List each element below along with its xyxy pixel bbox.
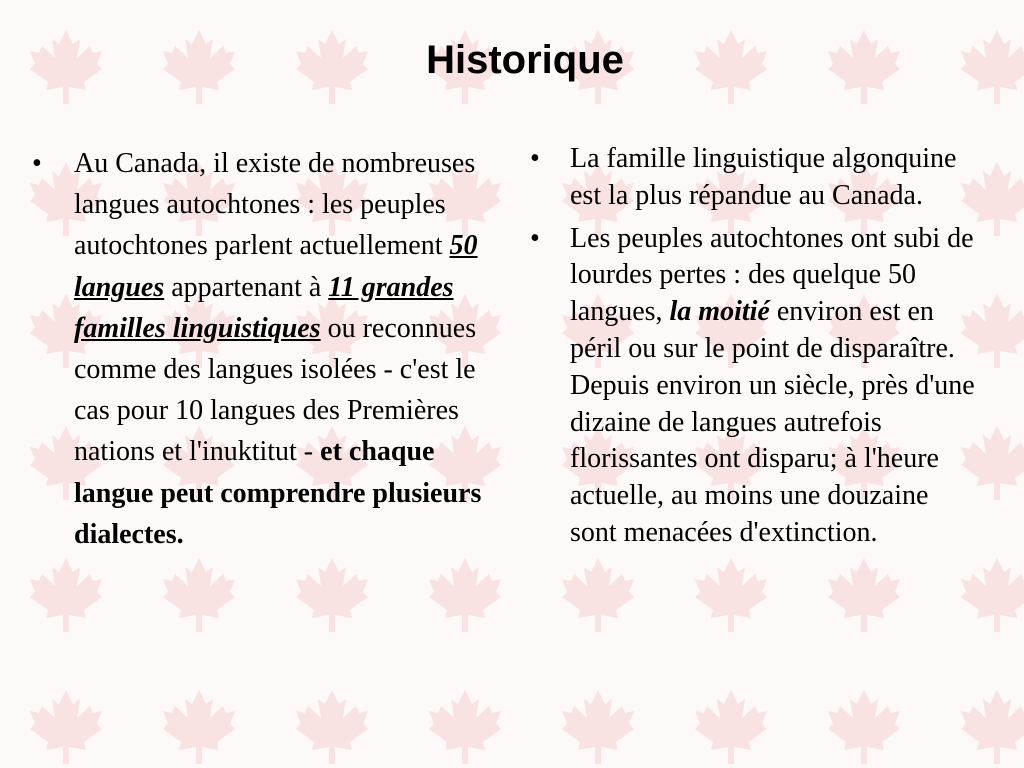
slide-title: Historique: [426, 38, 624, 82]
bold-dialectes: et chaque langue peut comprendre plusieurs dialectes.: [74, 436, 482, 550]
emphasis-la-moitie: la moitié: [669, 296, 770, 328]
list-item: [32, 143, 497, 555]
bullet-icon: •: [530, 222, 540, 254]
text-segment: La famille linguistique algonquine est la plus répandue au Canada.: [570, 143, 957, 211]
text-segment: Les peuples autochtones ont subi de lourdes pertes : des quelque 50 langues,: [570, 222, 974, 328]
list-item: [530, 141, 980, 215]
emphasis-11-familles: 11 grandes familles linguistiques: [74, 271, 454, 344]
left-bullet-list: [32, 143, 497, 555]
list-item: [530, 221, 980, 552]
text-segment: Au Canada, il existe de nombreuses langues autochtones : les peuples autochtones parlent actuellement: [74, 148, 476, 262]
bullet-icon: •: [530, 143, 540, 174]
right-bullet-list: [530, 141, 980, 552]
text-segment: ou reconnues comme des langues isolées - c'est le cas pour 10 langues des Premières nations et l'inuktitut -: [74, 312, 477, 468]
right-column: [530, 141, 980, 552]
emphasis-50-langues: 50 langues: [74, 230, 478, 303]
left-column: [32, 143, 497, 555]
text-segment: environ est en péril ou sur le point de disparaître. Depuis environ un siècle, près d'une dizaine de langues autrefois florissantes ont disparu; à l'heure actuelle, au moins une douzaine sont menacées d'extinction.: [570, 296, 975, 548]
text-segment: appartenant à: [164, 271, 329, 303]
bullet-icon: •: [32, 148, 42, 179]
